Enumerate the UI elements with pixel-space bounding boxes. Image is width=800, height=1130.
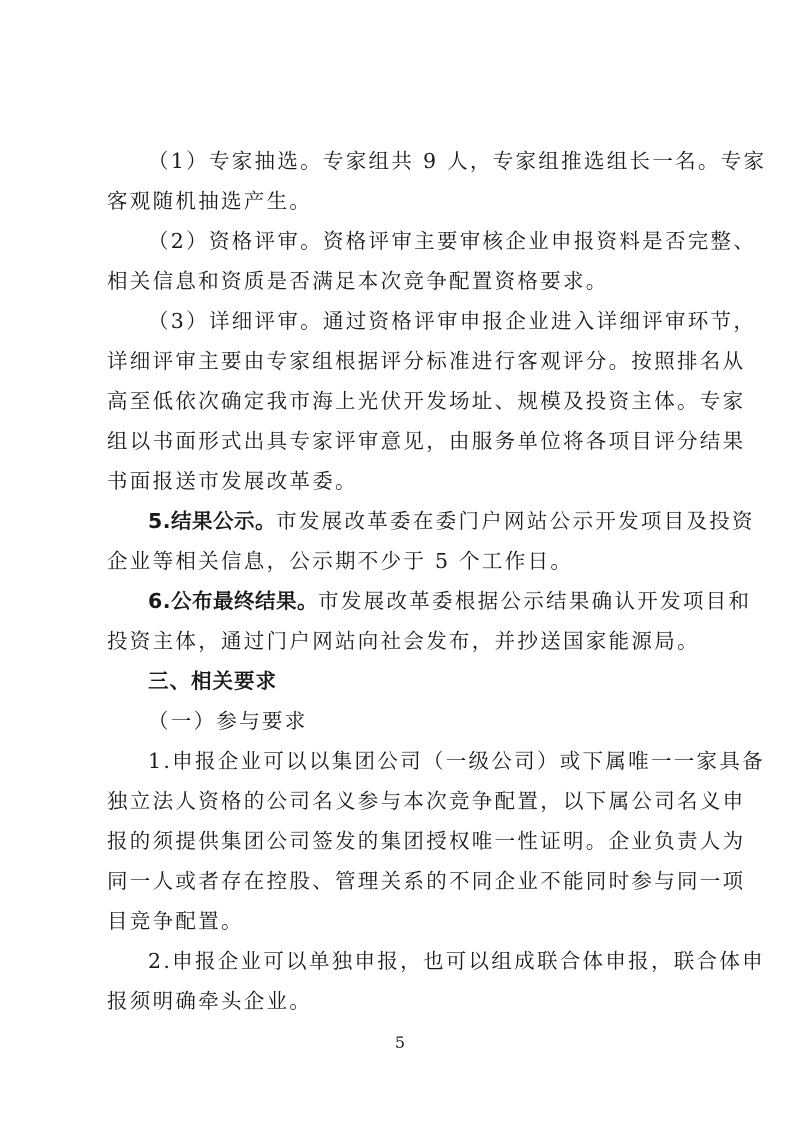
paragraph-line: 企业等相关信息，公示期不少于 5 个工作日。 <box>107 549 574 573</box>
step-text: 市发展改革委在委门户网站公示开发项目及投资 <box>276 509 755 533</box>
paragraph-line: 2.申报企业可以单独申报，也可以组成联合体申报，联合体申 <box>148 949 765 973</box>
paragraph-line: （2）资格评审。资格评审主要审核企业申报资料是否完整、 <box>148 229 757 253</box>
paragraph-line: （3）详细评审。通过资格评审申报企业进入详细评审环节， <box>148 309 757 333</box>
paragraph-line: 1.申报企业可以以集团公司（一级公司）或下属唯一一家具备 <box>148 749 765 773</box>
paragraph-line <box>148 587 752 615</box>
step-title: 5.结果公示。 <box>148 509 277 533</box>
page-number: 5 <box>394 1033 406 1052</box>
section-heading: 三、相关要求 <box>148 669 277 693</box>
paragraph-line: 组以书面形式出具专家评审意见，由服务单位将各项目评分结果 <box>107 429 746 453</box>
paragraph-line: 目竞争配置。 <box>107 909 244 933</box>
paragraph-line: 报的须提供集团公司签发的集团授权唯一性证明。企业负责人为 <box>107 829 746 853</box>
step-text: 市发展改革委根据公示结果确认开发项目和 <box>318 589 752 613</box>
paragraph-line: 高至低依次确定我市海上光伏开发场址、规模及投资主体。专家 <box>107 389 746 413</box>
paragraph-line: 报须明确牵头企业。 <box>107 989 313 1013</box>
subsection-heading: （一）参与要求 <box>148 709 308 733</box>
paragraph-line: 投资主体，通过门户网站向社会发布，并抄送国家能源局。 <box>107 629 700 653</box>
paragraph-line: 同一人或者存在控股、管理关系的不同企业不能同时参与同一项 <box>107 869 746 893</box>
step-title: 6.公布最终结果。 <box>148 589 319 613</box>
paragraph-line: 独立法人资格的公司名义参与本次竞争配置，以下属公司名义申 <box>107 789 746 813</box>
paragraph-line: 相关信息和资质是否满足本次竞争配置资格要求。 <box>107 269 609 293</box>
paragraph-line: 客观随机抽选产生。 <box>107 189 313 213</box>
paragraph-line: 书面报送市发展改革委。 <box>107 469 358 493</box>
paragraph-line <box>148 507 755 535</box>
paragraph-line: （1）专家抽选。专家组共 9 人，专家组推选组长一名。专家 <box>148 149 767 173</box>
paragraph-line: 详细评审主要由专家组根据评分标准进行客观评分。按照排名从 <box>107 349 746 373</box>
